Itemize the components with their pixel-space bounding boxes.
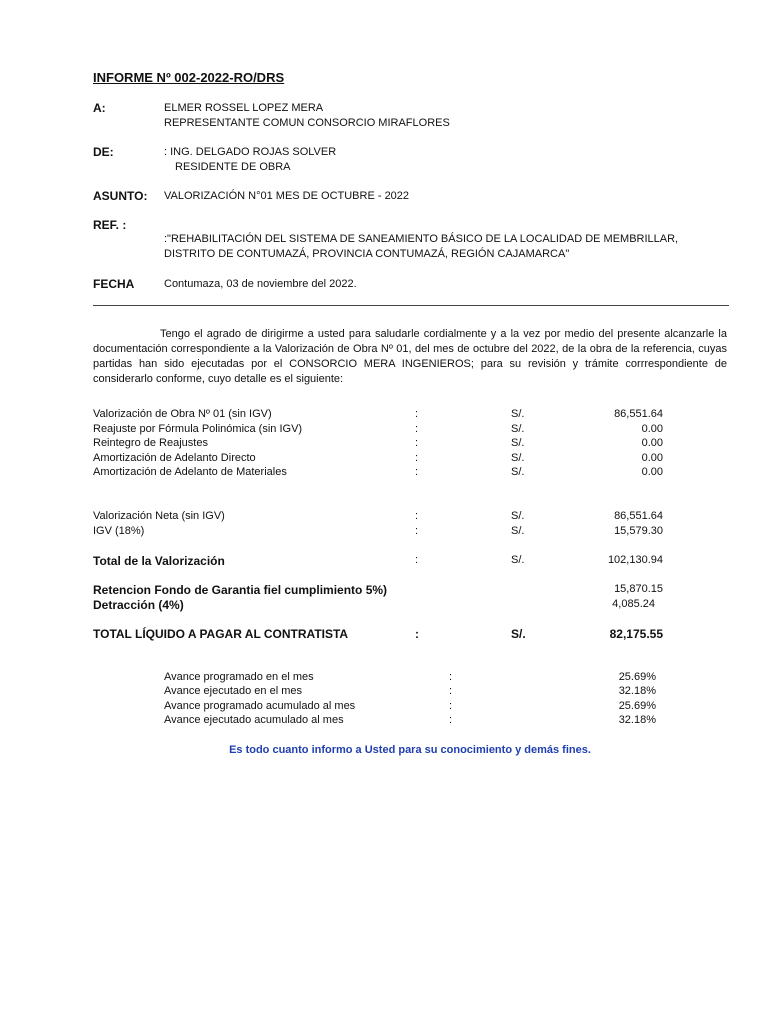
igv-value: 15,579.30 <box>614 525 663 537</box>
ref-label: REF. : <box>93 218 127 232</box>
date-value: Contumaza, 03 de noviembre del 2022. <box>164 278 357 290</box>
valuation-colon: : <box>415 437 419 449</box>
closing-statement: Es todo cuanto informo a Usted para su conocimiento y demás fines. <box>229 744 591 756</box>
progress-label: Avance programado acumulado al mes <box>164 700 356 712</box>
valuation-colon: : <box>415 408 419 420</box>
intro-paragraph: Tengo el agrado de dirigirme a usted para saludarle cordialmente y a la vez por medio del presente alcanzarle la documentación correspondiente a la Valorización de Obra Nº 01, del mes de octubre del 2022, de la obra de la referencia, cuyas partidas han sido ejecutadas por el CONSORCIO MERA INGENIEROS; para su revisión y trámite corrrespondiente de considerarlo conforme, cuyo detalle es el siguiente: <box>93 328 727 385</box>
net-valuation-currency: S/. <box>511 510 525 522</box>
total-valuation-label: Total de la Valorización <box>93 554 225 568</box>
divider-line <box>93 305 729 306</box>
valuation-label: Amortización de Adelanto de Materiales <box>93 466 287 478</box>
valuation-colon: : <box>415 466 419 478</box>
net-payable-label: TOTAL LÍQUIDO A PAGAR AL CONTRATISTA <box>93 627 349 641</box>
total-valuation-row <box>93 554 663 570</box>
progress-row <box>164 700 656 715</box>
net-valuation-value: 86,551.64 <box>614 510 663 522</box>
total-valuation-currency: S/. <box>511 554 525 566</box>
progress-row <box>164 685 656 700</box>
progress-colon: : <box>449 671 453 683</box>
from-role: RESIDENTE DE OBRA <box>175 161 291 173</box>
igv-currency: S/. <box>511 525 525 537</box>
valuation-row <box>93 437 663 452</box>
from-label: DE: <box>93 145 114 159</box>
valuation-label: Reajuste por Fórmula Polinómica (sin IGV) <box>93 423 303 435</box>
valuation-colon: : <box>415 452 419 464</box>
valuation-row <box>93 466 663 481</box>
progress-value: 25.69% <box>618 700 656 712</box>
valuation-colon: : <box>415 423 419 435</box>
report-title: INFORME Nº 002-2022-RO/DRS <box>93 70 285 85</box>
valuation-label: Amortización de Adelanto Directo <box>93 452 256 464</box>
valuation-currency: S/. <box>511 466 525 478</box>
valuation-value: 0.00 <box>641 466 663 478</box>
valuation-row <box>93 423 663 438</box>
net-payable-row <box>93 627 663 643</box>
valuation-row <box>93 452 663 467</box>
valuation-value: 0.00 <box>641 423 663 435</box>
net-valuation-row <box>93 510 663 525</box>
net-payable-currency: S/. <box>511 627 526 641</box>
valuation-label: Reintegro de Reajustes <box>93 437 208 449</box>
progress-value: 32.18% <box>618 714 656 726</box>
net-valuation-label: Valorización Neta (sin IGV) <box>93 510 225 522</box>
subject-value: VALORIZACIÓN N°01 MES DE OCTUBRE - 2022 <box>164 190 410 202</box>
retention-label: Retencion Fondo de Garantia fiel cumplimiento 5%) <box>93 583 388 597</box>
total-valuation-colon: : <box>415 554 419 566</box>
detraction-row <box>93 598 663 614</box>
valuation-currency: S/. <box>511 408 525 420</box>
igv-row <box>93 525 663 540</box>
net-payable-value: 82,175.55 <box>609 627 663 641</box>
progress-label: Avance programado en el mes <box>164 671 314 683</box>
progress-colon: : <box>449 700 453 712</box>
retention-value: 15,870.15 <box>614 583 663 595</box>
valuation-value: 0.00 <box>641 437 663 449</box>
subject-label: ASUNTO: <box>93 189 148 203</box>
progress-colon: : <box>449 714 453 726</box>
progress-row <box>164 714 656 729</box>
to-label: A: <box>93 101 106 115</box>
net-valuation-colon: : <box>415 510 419 522</box>
valuation-row <box>93 408 663 423</box>
igv-label: IGV (18%) <box>93 525 145 537</box>
from-name: : ING. DELGADO ROJAS SOLVER <box>164 146 337 158</box>
net-payable-colon: : <box>415 627 419 641</box>
valuation-value: 0.00 <box>641 452 663 464</box>
valuation-currency: S/. <box>511 437 525 449</box>
igv-colon: : <box>415 525 419 537</box>
progress-row <box>164 671 656 686</box>
detraction-label: Detracción (4%) <box>93 598 184 612</box>
date-label: FECHA <box>93 277 135 291</box>
ref-line-1: :"REHABILITACIÓN DEL SISTEMA DE SANEAMIENTO BÁSICO DE LA LOCALIDAD DE MEMBRILLAR, <box>164 233 679 245</box>
valuation-label: Valorización de Obra Nº 01 (sin IGV) <box>93 408 272 420</box>
progress-label: Avance ejecutado en el mes <box>164 685 302 697</box>
retention-row <box>93 583 663 599</box>
progress-colon: : <box>449 685 453 697</box>
valuation-value: 86,551.64 <box>614 408 663 420</box>
progress-value: 25.69% <box>618 671 656 683</box>
to-role: REPRESENTANTE COMUN CONSORCIO MIRAFLORES <box>164 117 450 129</box>
detraction-value: 4,085.24 <box>612 598 655 610</box>
ref-line-2: DISTRITO DE CONTUMAZÁ, PROVINCIA CONTUMAZÁ, REGIÓN CAJAMARCA" <box>164 248 570 260</box>
valuation-currency: S/. <box>511 423 525 435</box>
valuation-currency: S/. <box>511 452 525 464</box>
progress-value: 32.18% <box>618 685 656 697</box>
progress-label: Avance ejecutado acumulado al mes <box>164 714 344 726</box>
total-valuation-value: 102,130.94 <box>607 554 663 566</box>
to-name: ELMER ROSSEL LOPEZ MERA <box>164 102 324 114</box>
